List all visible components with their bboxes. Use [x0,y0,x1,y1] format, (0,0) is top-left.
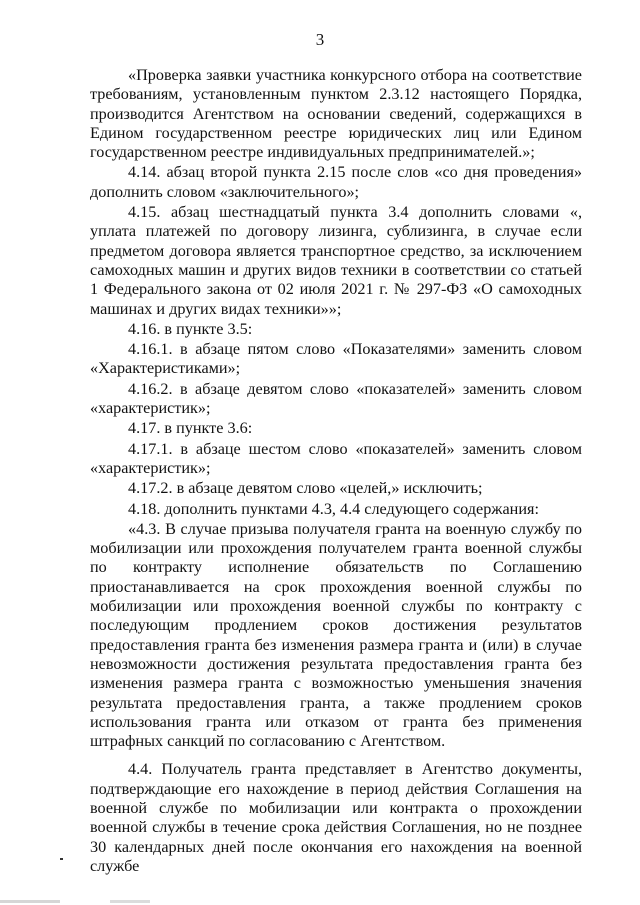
document-body [90,66,582,876]
paragraph-4-17-1: 4.17.1. в абзаце шестом слово «показателей» заменить словом «характеристик»; [90,439,582,477]
paragraph-4-16-1: 4.16.1. в абзаце пятом слово «Показателями» заменить словом «Характеристиками»; [90,340,582,378]
paragraph-4-16-2: 4.16.2. в абзаце девятом слово «показателей» заменить словом «характеристик»; [90,379,582,418]
scan-speck [60,858,63,860]
paragraph-4-16: 4.16. в пункте 3.5: [128,319,253,338]
paragraph-4-18: 4.18. дополнить пунктами 4.3, 4.4 следующего содержания: [128,499,539,518]
paragraph-4-3-quote: «4.3. В случае призыва получателя гранта на военную службу по мобилизации или прохождения получателем гранта военной службы по контракту исполнение обязательств по Соглашению приостанавливается на срок прохождения военной службы по мобилизации или прохождения военной службы по контракту с последующим продлением сроков достижения результатов предоставления гранта без изменения размера гранта и (или) в случае невозможности достижения результата предоставления гранта без изменения размера гранта с возможностью уменьшения значения результата предоставления гранта, а также продлением сроков использования гранта или отказом от гранта без применения штрафных санкций по согласованию с Агентством. [90,519,582,751]
paragraph-4-14: 4.14. абзац второй пункта 2.15 после слов «со дня проведения» дополнить словом «заключительного»; [90,163,582,201]
scan-bottom-edge [0,900,640,903]
paragraph-4-4: 4.4. Получатель гранта представляет в Агентство документы, подтверждающие его нахождение в период действия Соглашения на военной службе по мобилизации или контракта о прохождении военной службы в течение срока действия Соглашения, но не позднее 30 календарных дней после окончания его нахождения на военной службе [90,760,582,875]
page-number: 3 [315,30,325,49]
paragraph-4-15: 4.15. абзац шестнадцатый пункта 3.4 дополнить словами «, уплата платежей по договору лизинга, сублизинга, в случае если предметом договора является транспортное средство, за исключением самоходных машин и других видов техники в соответствии со статьей 1 Федерального закона от 02 июля 2021 г. № 297-ФЗ «О самоходных машинах и других видах техники»»; [90,203,582,318]
paragraph-verification-quote: «Проверка заявки участника конкурсного отбора на соответствие требованиям, установленным пунктом 2.3.12 настоящего Порядка, производится Агентством на основании сведений, содержащихся в Едином государственном реестре юридических лиц или Едином государственном реестре индивидуальных предпринимателей.»; [90,66,582,162]
paragraph-4-17: 4.17. в пункте 3.6: [128,419,253,438]
paragraph-4-17-2: 4.17.2. в абзаце девятом слово «целей,» исключить; [128,479,483,498]
